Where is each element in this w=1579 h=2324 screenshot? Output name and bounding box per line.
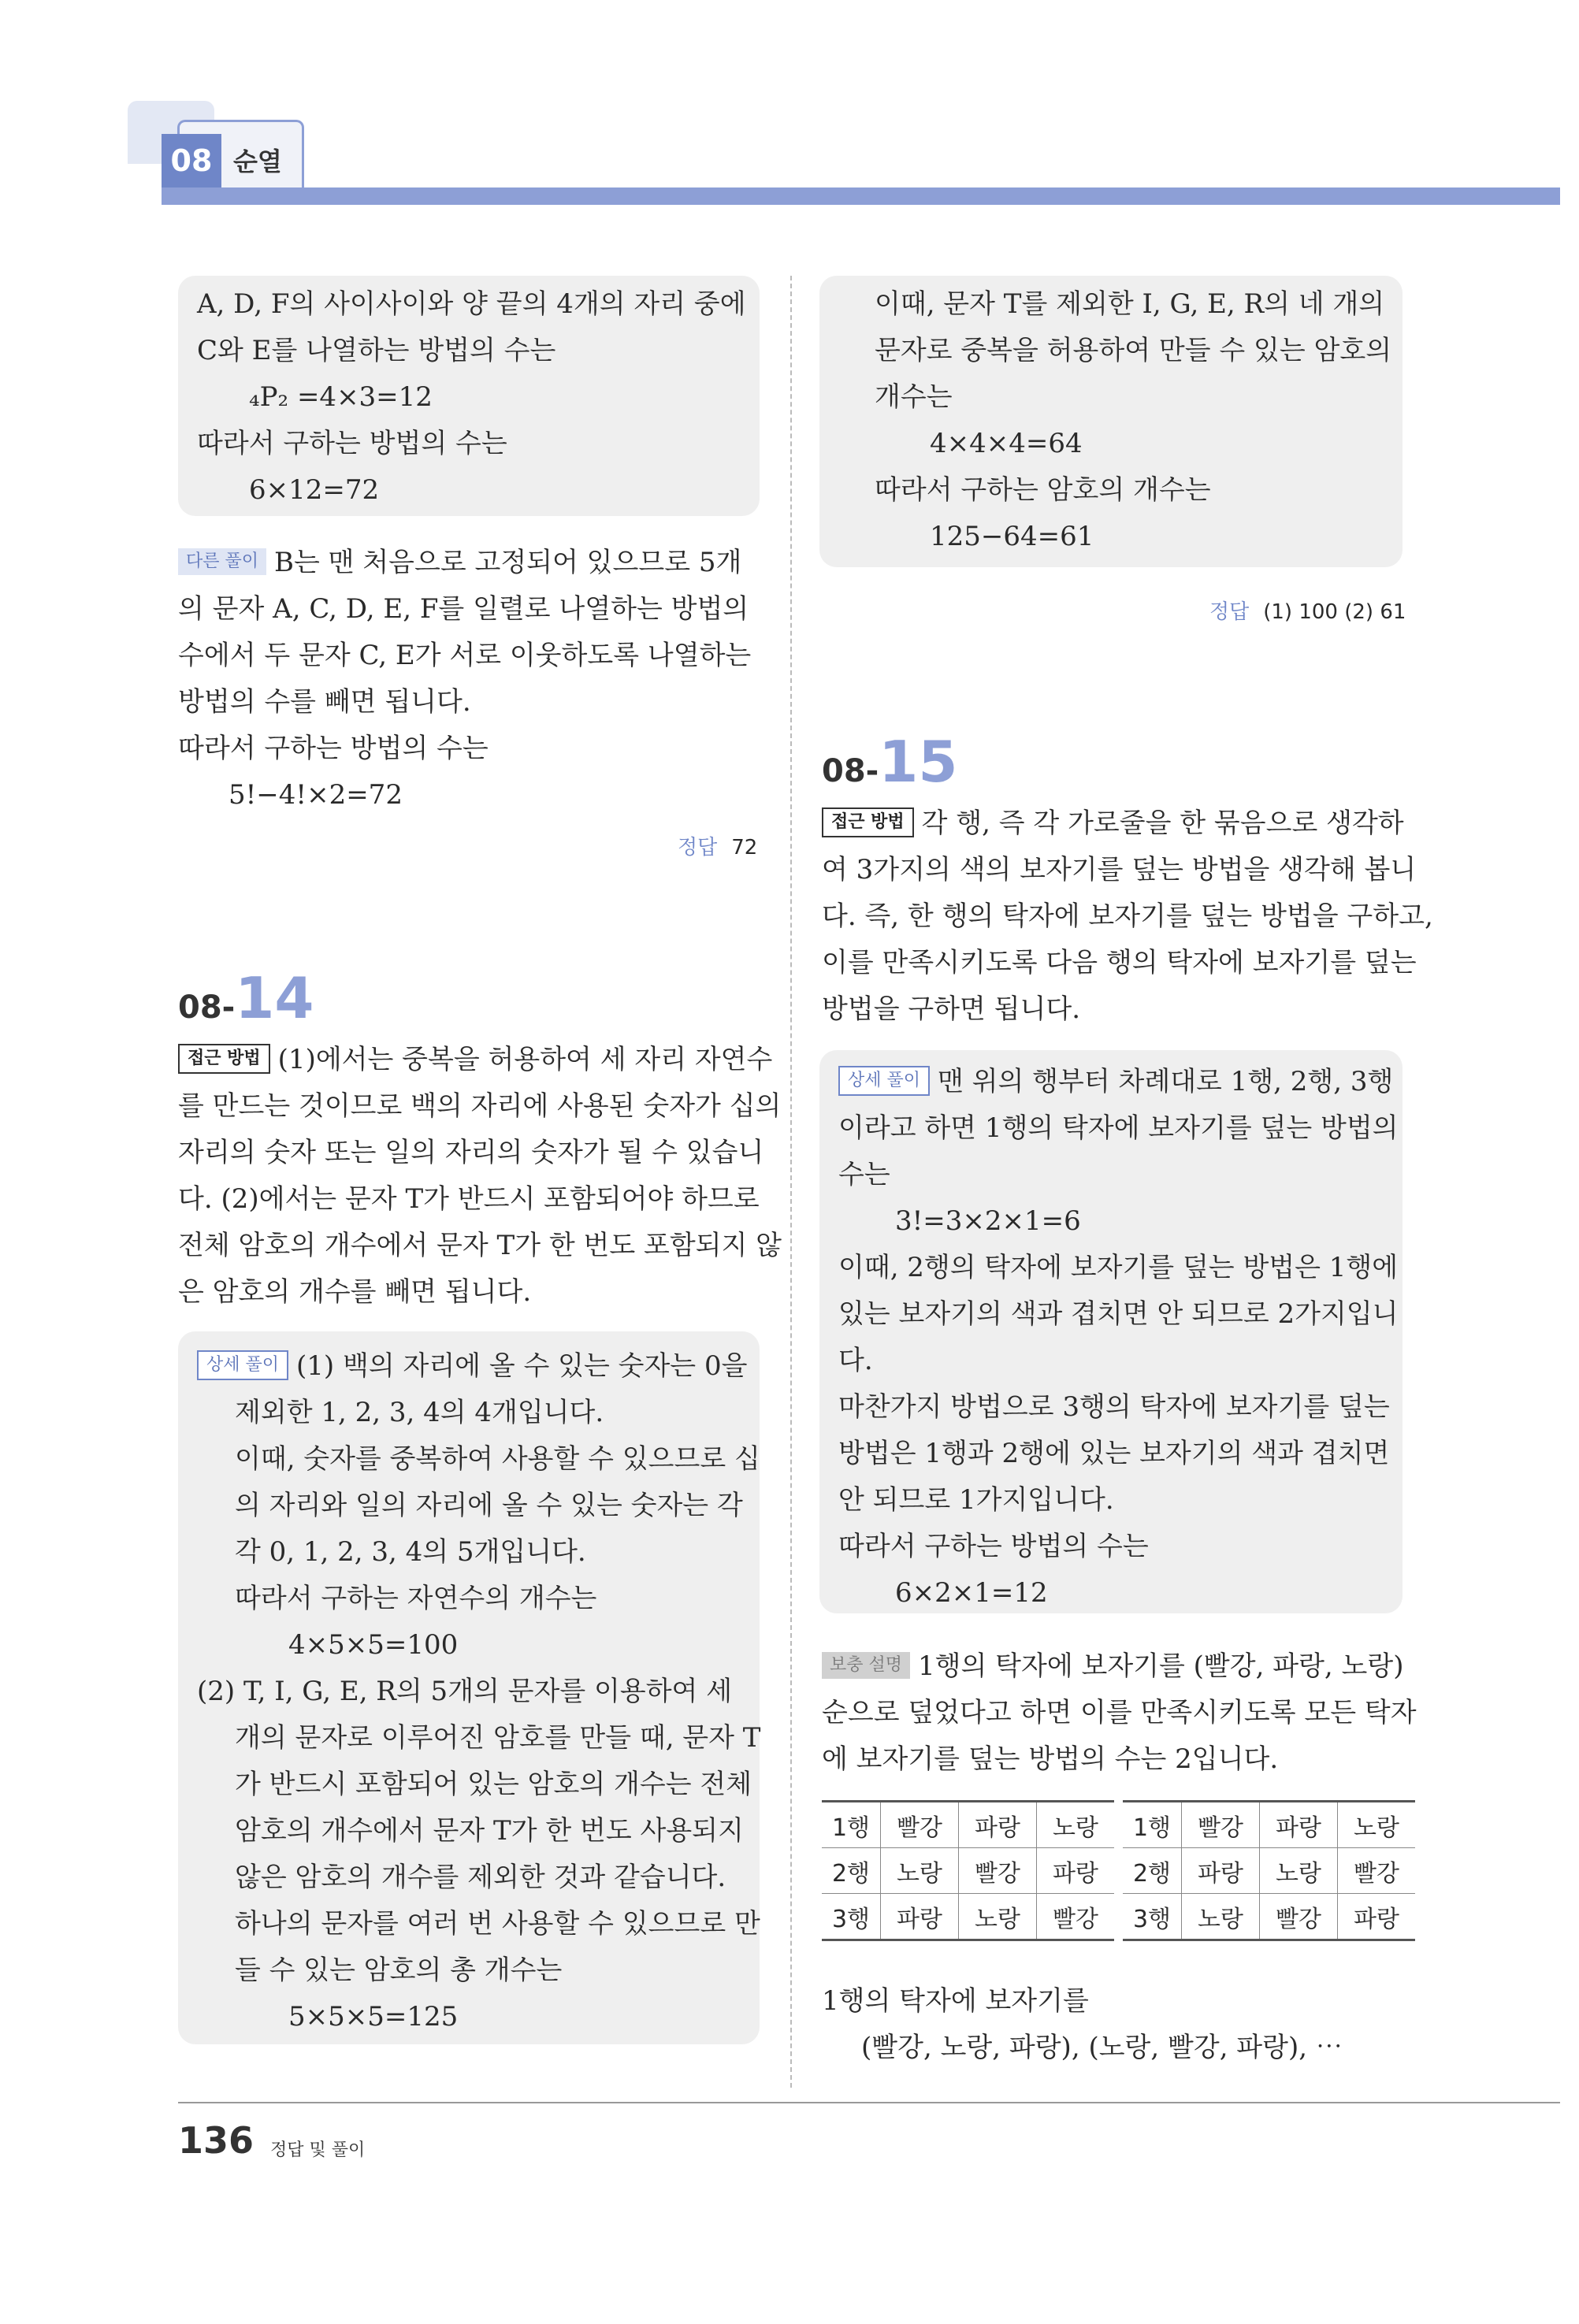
- table-cell: 파랑: [1260, 1802, 1338, 1848]
- header-bar: [162, 187, 1560, 205]
- text-line: 1행의 탁자에 보자기를 (빨강, 파랑, 노랑): [918, 1650, 1404, 1682]
- text-line: 각 행, 즉 각 가로줄을 한 묶음으로 생각하: [921, 807, 1404, 839]
- approach-tag: 접근 방법: [178, 1044, 270, 1074]
- detail-tag: 상세 풀이: [838, 1066, 930, 1096]
- table-cell: 1행: [822, 1802, 881, 1848]
- right-solution-box-top: [819, 276, 1403, 567]
- text-line: 다. (2)에서는 문자 T가 반드시 포함되어야 하므로: [178, 1183, 760, 1215]
- table-row: [822, 1802, 1114, 1848]
- text-line: 수는: [838, 1159, 890, 1190]
- math-line: 5!−4!×2=72: [228, 779, 403, 811]
- color-table-2: [1123, 1800, 1415, 1941]
- table-row: [822, 1848, 1114, 1894]
- page-number: 136: [178, 2119, 254, 2162]
- table-cell: 2행: [1123, 1848, 1182, 1894]
- text-line: B는 맨 처음으로 고정되어 있으므로 5개: [274, 547, 742, 578]
- supplement-tag: 보충 설명: [822, 1652, 910, 1679]
- text-line: 이때, 문자 T를 제외한 I, G, E, R의 네 개의: [875, 288, 1385, 320]
- table-cell: 3행: [1123, 1894, 1182, 1940]
- answer-line: [1209, 596, 1406, 625]
- answer-value: (1) 100 (2) 61: [1263, 600, 1406, 624]
- answer-value: 72: [731, 836, 758, 859]
- table-cell: 파랑: [959, 1802, 1037, 1848]
- text-line: 하나의 문자를 여러 번 사용할 수 있으므로 만: [235, 1908, 760, 1940]
- text-line: 방법은 1행과 2행에 있는 보자기의 색과 겹치면: [838, 1438, 1390, 1469]
- text-line: 다.: [838, 1345, 873, 1376]
- table-row: [822, 1894, 1114, 1940]
- text-line: 않은 암호의 개수를 제외한 것과 같습니다.: [235, 1862, 726, 1893]
- table-cell: 노랑: [1182, 1894, 1260, 1940]
- alt-solution-first-line: [178, 547, 741, 578]
- text-line: (2) T, I, G, E, R의 5개의 문자를 이용하여 세: [197, 1676, 733, 1707]
- left-solution-box-top: [178, 276, 760, 516]
- table-cell: 파랑: [1338, 1894, 1416, 1940]
- problem-number: 14: [235, 965, 314, 1031]
- text-line: 이라고 하면 1행의 탁자에 보자기를 덮는 방법의: [838, 1112, 1399, 1144]
- table-cell: 빨강: [1338, 1848, 1416, 1894]
- table-cell: 노랑: [1037, 1802, 1115, 1848]
- text-line: A, D, F의 사이사이와 양 끝의 4개의 자리 중에: [197, 288, 746, 320]
- text-line: 전체 암호의 개수에서 문자 T가 한 번도 포함되지 않: [178, 1230, 782, 1261]
- table-cell: 노랑: [1338, 1802, 1416, 1848]
- text-line: 마찬가지 방법으로 3행의 탁자에 보자기를 덮는: [838, 1391, 1390, 1423]
- answer-label: 정답: [1209, 600, 1250, 624]
- table-row: [1123, 1848, 1415, 1894]
- table-cell: 1행: [1123, 1802, 1182, 1848]
- text-line: 가 반드시 포함되어 있는 암호의 개수는 전체: [235, 1769, 752, 1800]
- text-line: 의 문자 A, C, D, E, F를 일렬로 나열하는 방법의: [178, 593, 749, 625]
- text-line: 따라서 구하는 자연수의 개수는: [235, 1583, 597, 1614]
- text-line: 이때, 2행의 탁자에 보자기를 덮는 방법은 1행에: [838, 1252, 1399, 1283]
- math-line: 4×5×5=100: [288, 1629, 459, 1661]
- math-line: 5×5×5=125: [288, 2001, 459, 2033]
- text-line: 따라서 구하는 방법의 수는: [178, 733, 489, 764]
- text-line: 자리의 숫자 또는 일의 자리의 숫자가 될 수 있습니: [178, 1137, 764, 1168]
- text-line: 개의 문자로 이루어진 암호를 만들 때, 문자 T: [235, 1722, 761, 1754]
- approach-tag: 접근 방법: [822, 807, 914, 837]
- text-line: 개수는: [875, 381, 953, 413]
- table-cell: 노랑: [1260, 1848, 1338, 1894]
- problem-15-heading: [822, 729, 957, 795]
- table-cell: 3행: [822, 1894, 881, 1940]
- problem-number: 15: [879, 729, 958, 795]
- text-line: (1) 백의 자리에 올 수 있는 숫자는 0을: [296, 1350, 748, 1382]
- text-line: 수에서 두 문자 C, E가 서로 이웃하도록 나열하는: [178, 640, 752, 671]
- math-line: ₄P₂ =4×3=12: [249, 381, 433, 413]
- text-line: C와 E를 나열하는 방법의 수는: [197, 335, 556, 366]
- text-line: 방법의 수를 빼면 됩니다.: [178, 686, 471, 718]
- math-line: 6×2×1=12: [895, 1577, 1048, 1609]
- math-line: 3!=3×2×1=6: [895, 1205, 1081, 1237]
- text-line: 를 만드는 것이므로 백의 자리에 사용된 숫자가 십의: [178, 1090, 782, 1122]
- supplement-first-line: [822, 1650, 1404, 1682]
- column-divider: [790, 276, 792, 2088]
- text-line: 에 보자기를 덮는 방법의 수는 2입니다.: [822, 1743, 1279, 1775]
- approach-first-line: [822, 807, 1404, 839]
- answer-label: 정답: [678, 836, 718, 859]
- math-line: 4×4×4=64: [930, 428, 1083, 459]
- problem-14-heading: [178, 965, 314, 1031]
- text-line: (빨강, 노랑, 파랑), (노랑, 빨강, 파랑), ⋯: [861, 2032, 1343, 2063]
- table-cell: 빨강: [1260, 1894, 1338, 1940]
- table-cell: 빨강: [1037, 1894, 1115, 1940]
- table-cell: 빨강: [881, 1802, 959, 1848]
- text-line: 각 0, 1, 2, 3, 4의 5개입니다.: [235, 1536, 586, 1568]
- footer-rule: [178, 2102, 1560, 2103]
- text-line: 맨 위의 행부터 차례대로 1행, 2행, 3행: [938, 1066, 1394, 1097]
- table-row: [1123, 1802, 1415, 1848]
- detail-first-line: [838, 1066, 1393, 1097]
- math-line: 125−64=61: [930, 521, 1094, 552]
- table-cell: 2행: [822, 1848, 881, 1894]
- math-line: 6×12=72: [249, 474, 380, 506]
- text-line: (1)에서는 중복을 허용하여 세 자리 자연수: [277, 1044, 773, 1075]
- detail-first-line: [197, 1350, 747, 1382]
- table-cell: 파랑: [1037, 1848, 1115, 1894]
- text-line: 따라서 구하는 방법의 수는: [838, 1531, 1149, 1562]
- problem-prefix: 08-: [822, 753, 879, 789]
- problem-prefix: 08-: [178, 989, 236, 1026]
- chapter-number: 08: [162, 134, 221, 187]
- footer-label: 정답 및 풀이: [270, 2140, 366, 2160]
- text-line: 1행의 탁자에 보자기를: [822, 1985, 1089, 2017]
- detail-tag: 상세 풀이: [197, 1350, 288, 1380]
- text-line: 암호의 개수에서 문자 T가 한 번도 사용되지: [235, 1815, 744, 1847]
- text-line: 의 자리와 일의 자리에 올 수 있는 숫자는 각: [235, 1490, 743, 1521]
- text-line: 다. 즉, 한 행의 탁자에 보자기를 덮는 방법을 구하고,: [822, 900, 1433, 932]
- table-cell: 빨강: [959, 1848, 1037, 1894]
- text-line: 있는 보자기의 색과 겹치면 안 되므로 2가지입니: [838, 1298, 1399, 1330]
- approach-first-line: [178, 1044, 772, 1075]
- text-line: 여 3가지의 색의 보자기를 덮는 방법을 생각해 봅니: [822, 854, 1417, 885]
- text-line: 안 되므로 1가지입니다.: [838, 1484, 1114, 1516]
- text-line: 따라서 구하는 암호의 개수는: [875, 474, 1211, 506]
- problem-15-detail-box: [819, 1050, 1403, 1613]
- color-table-1: [822, 1800, 1114, 1941]
- text-line: 따라서 구하는 방법의 수는: [197, 428, 507, 459]
- text-line: 이를 만족시키도록 다음 행의 탁자에 보자기를 덮는: [822, 947, 1417, 978]
- text-line: 순으로 덮었다고 하면 이를 만족시키도록 모든 탁자: [822, 1697, 1417, 1728]
- table-cell: 빨강: [1182, 1802, 1260, 1848]
- table-cell: 파랑: [881, 1894, 959, 1940]
- alt-solution-tag: 다른 풀이: [178, 548, 266, 575]
- table-cell: 노랑: [881, 1848, 959, 1894]
- text-line: 은 암호의 개수를 빼면 됩니다.: [178, 1276, 532, 1308]
- text-line: 이때, 숫자를 중복하여 사용할 수 있으므로 십: [235, 1443, 760, 1475]
- problem-14-detail-box: [178, 1331, 760, 2044]
- answer-line: [678, 831, 757, 860]
- text-line: 들 수 있는 암호의 총 개수는: [235, 1955, 563, 1986]
- text-line: 방법을 구하면 됩니다.: [822, 993, 1081, 1025]
- table-row: [1123, 1894, 1415, 1940]
- table-cell: 파랑: [1182, 1848, 1260, 1894]
- text-line: 문자로 중복을 허용하여 만들 수 있는 암호의: [875, 335, 1392, 366]
- chapter-title: 순열: [233, 147, 282, 176]
- table-cell: 노랑: [959, 1894, 1037, 1940]
- text-line: 제외한 1, 2, 3, 4의 4개입니다.: [235, 1397, 604, 1428]
